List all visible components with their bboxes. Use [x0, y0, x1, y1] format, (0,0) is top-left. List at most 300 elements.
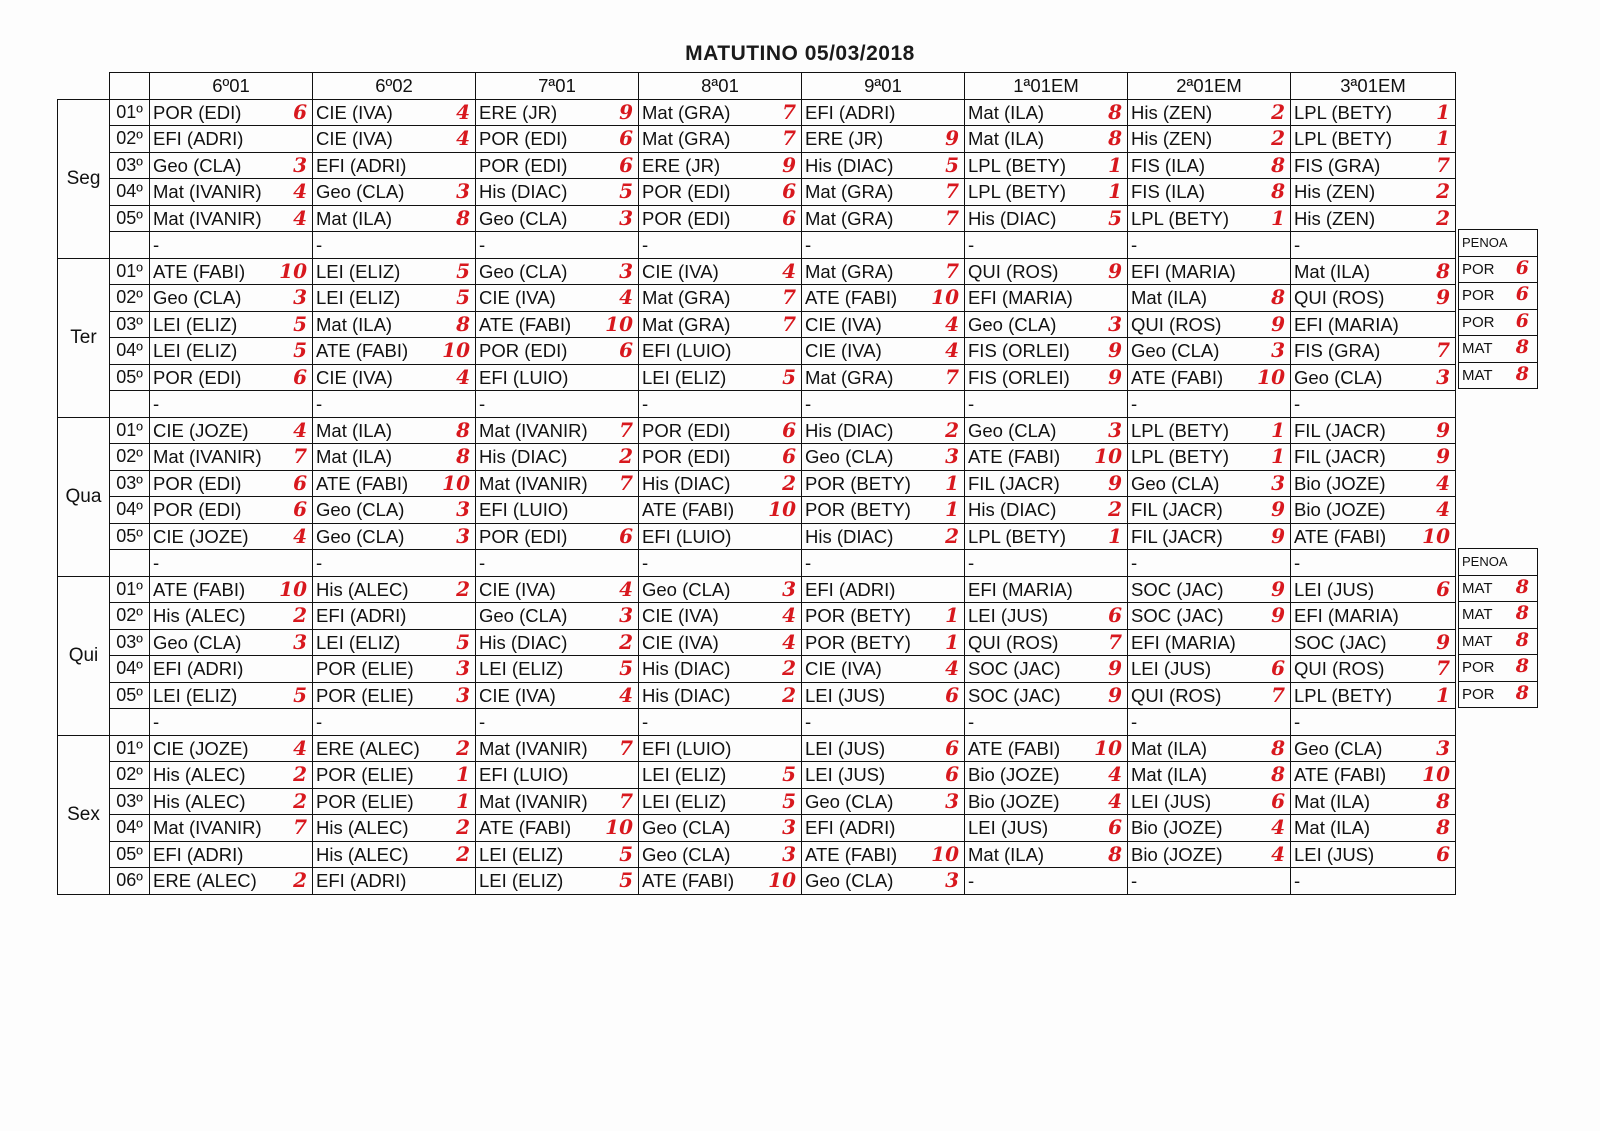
schedule-row: [58, 338, 1456, 365]
lesson-cell: [1291, 470, 1456, 497]
lesson-cell: [1128, 497, 1291, 524]
handwritten-number: 4: [782, 629, 796, 654]
handwritten-number: 3: [293, 629, 307, 654]
lesson-subject: POR (ELIE): [316, 764, 414, 785]
handwritten-number: 5: [619, 656, 633, 680]
handwritten-number: 8: [1436, 815, 1450, 839]
handwritten-number: 3: [1271, 470, 1285, 495]
handwritten-number: 4: [293, 523, 307, 548]
lesson-subject: Mat (GRA): [805, 260, 894, 282]
class-header: 8ª01: [639, 73, 802, 100]
lesson-cell: [1291, 762, 1456, 789]
lesson-subject: Mat (IVANIR): [479, 790, 588, 812]
lesson-subject: Bio (JOZE): [1294, 472, 1386, 494]
lesson-cell: [639, 205, 802, 232]
lesson-cell: [1128, 417, 1291, 444]
handwritten-number: 4: [456, 364, 470, 389]
side-table-cell: [1459, 309, 1538, 336]
lesson-cell: [150, 709, 313, 736]
lesson-subject: QUI (ROS): [1131, 313, 1222, 335]
handwritten-number: 7: [619, 788, 633, 813]
handwritten-number: 7: [293, 444, 307, 468]
lesson-cell: [1291, 497, 1456, 524]
handwritten-number: 3: [456, 656, 470, 680]
lesson-cell: [965, 735, 1128, 762]
handwritten-number: 8: [1436, 258, 1450, 283]
lesson-cell: [313, 391, 476, 418]
lesson-cell: [1291, 815, 1456, 842]
lesson-subject: LEI (ELIZ): [479, 843, 564, 865]
handwritten-number: 4: [1271, 815, 1285, 839]
handwritten-number: 5: [619, 868, 633, 892]
side-table-subject: POR: [1462, 685, 1495, 703]
handwritten-number: 9: [1436, 444, 1450, 468]
lesson-subject: His (DIAC): [479, 446, 568, 467]
lesson-subject: -: [642, 552, 649, 573]
lesson-subject: LEI (JUS): [1131, 658, 1212, 679]
lesson-cell: [313, 523, 476, 550]
handwritten-number: 4: [456, 126, 470, 150]
lesson-subject: His (ZEN): [1294, 207, 1376, 229]
period-label: 05º: [110, 682, 150, 709]
day-label: Ter: [58, 258, 110, 417]
handwritten-number: 4: [619, 285, 633, 309]
lesson-cell: [965, 179, 1128, 206]
lesson-cell: [965, 285, 1128, 312]
lesson-cell: [639, 417, 802, 444]
handwritten-number: 6: [293, 470, 307, 495]
lesson-subject: LEI (ELIZ): [153, 684, 238, 706]
lesson-subject: His (DIAC): [805, 419, 894, 441]
lesson-cell: [965, 232, 1128, 259]
lesson-subject: Mat (IVANIR): [479, 472, 588, 494]
lesson-cell: [639, 311, 802, 338]
schedule-row: [58, 629, 1456, 656]
lesson-subject: ATE (FABI): [968, 737, 1061, 759]
handwritten-number: 7: [945, 179, 959, 203]
lesson-subject: ATE (FABI): [968, 446, 1061, 467]
lesson-subject: EFI (ADRI): [805, 101, 896, 123]
lesson-subject: -: [1131, 711, 1138, 732]
side-table-cell: [1459, 362, 1538, 389]
handwritten-number: 4: [1108, 788, 1122, 813]
handwritten-number: 6: [1108, 603, 1122, 627]
lesson-cell: [150, 285, 313, 312]
lesson-subject: His (DIAC): [642, 684, 731, 706]
lesson-subject: CIE (IVA): [642, 260, 719, 282]
lesson-cell: [1291, 656, 1456, 683]
period-label: 02º: [110, 126, 150, 153]
handwritten-number: 10: [442, 470, 470, 495]
lesson-subject: His (ALEC): [153, 764, 246, 785]
lesson-subject: Mat (IVANIR): [153, 181, 262, 202]
handwritten-number: 3: [619, 205, 633, 230]
handwritten-number: 2: [945, 417, 959, 442]
handwritten-number: 8: [456, 444, 470, 468]
handwritten-number: 3: [945, 444, 959, 468]
schedule-row: [58, 762, 1456, 789]
lesson-cell: [313, 444, 476, 471]
lesson-subject: Bio (JOZE): [1131, 843, 1223, 865]
lesson-cell: [802, 682, 965, 709]
handwritten-number: 2: [1436, 179, 1450, 203]
lesson-cell: [965, 205, 1128, 232]
lesson-cell: [476, 576, 639, 603]
lesson-cell: [476, 258, 639, 285]
lesson-subject: EFI (ADRI): [805, 578, 896, 600]
handwritten-number: 6: [1271, 788, 1285, 813]
period-label: 03º: [110, 311, 150, 338]
lesson-subject: EFI (LUIO): [479, 764, 569, 785]
lesson-cell: [476, 523, 639, 550]
schedule-row: [58, 682, 1456, 709]
lesson-cell: [1291, 603, 1456, 630]
lesson-cell: [965, 815, 1128, 842]
handwritten-number: 2: [945, 523, 959, 548]
handwritten-number: 9: [1108, 656, 1122, 680]
side-table-header: PENOA: [1459, 230, 1538, 257]
handwritten-number: 5: [782, 364, 796, 389]
handwritten-number: 10: [768, 497, 796, 521]
handwritten-number: 9: [1108, 338, 1122, 362]
lesson-cell: [476, 179, 639, 206]
handwritten-number: 9: [619, 99, 633, 124]
lesson-cell: [802, 205, 965, 232]
lesson-cell: [965, 497, 1128, 524]
lesson-subject: LEI (ELIZ): [479, 870, 564, 891]
lesson-cell: [965, 841, 1128, 868]
lesson-subject: LEI (JUS): [805, 684, 886, 706]
lesson-subject: FIS (ORLEI): [968, 366, 1070, 388]
handwritten-number: 8: [1271, 762, 1285, 786]
class-header: 1ª01EM: [965, 73, 1128, 100]
lesson-subject: ATE (FABI): [316, 340, 409, 361]
lesson-cell: [313, 576, 476, 603]
lesson-subject: His (ALEC): [316, 843, 409, 865]
lesson-subject: LPL (BETY): [1294, 101, 1393, 123]
handwritten-number: 5: [945, 152, 959, 177]
lesson-subject: POR (EDI): [153, 101, 242, 123]
lesson-subject: CIE (IVA): [479, 287, 556, 308]
lesson-subject: Geo (CLA): [479, 260, 568, 282]
lesson-subject: CIE (IVA): [316, 101, 393, 123]
lesson-cell: [150, 205, 313, 232]
handwritten-number: 3: [782, 815, 796, 839]
lesson-cell: [639, 762, 802, 789]
lesson-subject: -: [968, 552, 975, 573]
lesson-subject: FIS (GRA): [1294, 340, 1381, 361]
lesson-cell: [150, 497, 313, 524]
handwritten-number: 2: [1271, 99, 1285, 124]
lesson-cell: [639, 497, 802, 524]
lesson-cell: [476, 338, 639, 365]
lesson-subject: Mat (ILA): [968, 128, 1045, 149]
lesson-subject: LPL (BETY): [968, 154, 1067, 176]
lesson-subject: LPL (BETY): [1131, 207, 1230, 229]
handwritten-number: 9: [1436, 285, 1450, 309]
handwritten-number: 7: [945, 364, 959, 389]
lesson-subject: LPL (BETY): [968, 525, 1067, 547]
lesson-subject: EFI (ADRI): [805, 817, 896, 838]
lesson-cell: [150, 417, 313, 444]
lesson-subject: FIL (JACR): [1131, 499, 1223, 520]
lesson-subject: Mat (IVANIR): [479, 419, 588, 441]
lesson-cell: [1291, 364, 1456, 391]
lesson-cell: [313, 788, 476, 815]
handwritten-number: 2: [1108, 497, 1122, 521]
lesson-subject: Mat (ILA): [316, 313, 393, 335]
side-table-cell: [1459, 602, 1538, 629]
lesson-subject: His (DIAC): [968, 499, 1057, 520]
lesson-cell: [802, 311, 965, 338]
lesson-subject: CIE (JOZE): [153, 737, 249, 759]
lesson-cell: [1128, 99, 1291, 126]
handwritten-number: 5: [293, 311, 307, 336]
lesson-cell: [802, 258, 965, 285]
handwritten-number: 9: [945, 126, 959, 150]
handwritten-number: 4: [456, 99, 470, 124]
schedule-row: [58, 815, 1456, 842]
schedule-row: [58, 550, 1456, 577]
period-label: 01º: [110, 258, 150, 285]
lesson-subject: -: [805, 234, 812, 255]
handwritten-number: 6: [619, 126, 633, 150]
schedule-row: [58, 126, 1456, 153]
handwritten-number: 9: [782, 152, 796, 177]
handwritten-number: 10: [442, 338, 470, 362]
lesson-cell: [1291, 868, 1456, 895]
handwritten-number: 6: [782, 179, 796, 203]
lesson-subject: Mat (GRA): [642, 128, 731, 149]
period-label: 05º: [110, 523, 150, 550]
lesson-cell: [639, 444, 802, 471]
handwritten-number: 3: [782, 576, 796, 601]
handwritten-number: 7: [945, 258, 959, 283]
side-table-subject: MAT: [1462, 340, 1493, 358]
lesson-cell: [1291, 444, 1456, 471]
handwritten-number: 7: [619, 417, 633, 442]
lesson-subject: LEI (JUS): [805, 737, 886, 759]
lesson-subject: LPL (BETY): [968, 181, 1067, 202]
schedule-table: [57, 72, 1456, 895]
handwritten-number: 1: [1271, 205, 1285, 230]
lesson-cell: [1291, 285, 1456, 312]
lesson-subject: ATE (FABI): [1294, 764, 1387, 785]
lesson-cell: [802, 629, 965, 656]
lesson-cell: [313, 179, 476, 206]
lesson-subject: EFI (ADRI): [153, 843, 244, 865]
lesson-cell: [1291, 576, 1456, 603]
handwritten-number: 1: [945, 497, 959, 521]
lesson-subject: -: [316, 711, 323, 732]
handwritten-number: 6: [945, 735, 959, 760]
lesson-cell: [1291, 841, 1456, 868]
lesson-cell: [476, 656, 639, 683]
lesson-subject: Mat (ILA): [1131, 764, 1208, 785]
lesson-cell: [476, 311, 639, 338]
period-label: 02º: [110, 285, 150, 312]
lesson-subject: LPL (BETY): [1131, 419, 1230, 441]
lesson-cell: [1128, 788, 1291, 815]
lesson-cell: [313, 126, 476, 153]
lesson-subject: CIE (IVA): [805, 340, 882, 361]
lesson-subject: Geo (CLA): [805, 790, 894, 812]
lesson-cell: [802, 576, 965, 603]
lesson-cell: [1291, 523, 1456, 550]
handwritten-number: 3: [619, 258, 633, 283]
lesson-subject: Mat (GRA): [805, 207, 894, 229]
handwritten-number: 9: [1271, 311, 1285, 336]
handwritten-number: 9: [1108, 364, 1122, 389]
lesson-subject: POR (ELIE): [316, 658, 414, 679]
lesson-subject: ERE (JR): [479, 101, 558, 123]
lesson-cell: [639, 603, 802, 630]
handwritten-number: 4: [1436, 470, 1450, 495]
period-label: 04º: [110, 338, 150, 365]
lesson-subject: Mat (IVANIR): [153, 207, 262, 229]
handwritten-number: 7: [1108, 629, 1122, 654]
period-label: 01º: [110, 417, 150, 444]
handwritten-number: 3: [293, 152, 307, 177]
handwritten-number: 3: [1108, 417, 1122, 442]
handwritten-number: 7: [1436, 152, 1450, 177]
lesson-cell: [802, 99, 965, 126]
lesson-subject: Mat (GRA): [642, 101, 731, 123]
lesson-subject: POR (BETY): [805, 499, 911, 520]
lesson-subject: Geo (CLA): [642, 817, 731, 838]
lesson-cell: [313, 232, 476, 259]
lesson-subject: ATE (FABI): [153, 260, 246, 282]
lesson-cell: [313, 285, 476, 312]
handwritten-number: 10: [1422, 762, 1450, 786]
lesson-subject: POR (EDI): [153, 472, 242, 494]
schedule-row: [58, 99, 1456, 126]
handwritten-number: 4: [1271, 841, 1285, 866]
handwritten-number: 5: [456, 629, 470, 654]
lesson-cell: [1128, 338, 1291, 365]
lesson-subject: Geo (CLA): [968, 313, 1057, 335]
lesson-subject: ERE (ALEC): [153, 870, 257, 891]
schedule-row: [58, 576, 1456, 603]
lesson-cell: [639, 232, 802, 259]
handwritten-number: 2: [456, 576, 470, 601]
lesson-cell: [639, 656, 802, 683]
lesson-subject: Geo (CLA): [805, 446, 894, 467]
lesson-subject: -: [805, 552, 812, 573]
lesson-subject: His (ALEC): [316, 578, 409, 600]
lesson-subject: CIE (IVA): [479, 578, 556, 600]
lesson-subject: -: [479, 711, 486, 732]
lesson-cell: [1128, 232, 1291, 259]
lesson-cell: [313, 709, 476, 736]
lesson-cell: [639, 470, 802, 497]
lesson-cell: [639, 99, 802, 126]
handwritten-number: 7: [619, 470, 633, 495]
handwritten-number: 9: [1271, 603, 1285, 627]
lesson-cell: [150, 629, 313, 656]
lesson-subject: CIE (IVA): [642, 631, 719, 653]
lesson-cell: [1291, 232, 1456, 259]
lesson-cell: [639, 258, 802, 285]
handwritten-number: 9: [1108, 682, 1122, 707]
lesson-cell: [313, 364, 476, 391]
lesson-subject: ERE (ALEC): [316, 737, 420, 759]
lesson-cell: [150, 603, 313, 630]
schedule-row: [58, 391, 1456, 418]
lesson-subject: Geo (CLA): [316, 525, 405, 547]
schedule-row: [58, 258, 1456, 285]
lesson-cell: [150, 762, 313, 789]
lesson-cell: [476, 364, 639, 391]
lesson-subject: LEI (ELIZ): [479, 658, 564, 679]
period-label: [110, 550, 150, 577]
handwritten-number: 6: [782, 205, 796, 230]
lesson-subject: EFI (ADRI): [316, 154, 407, 176]
lesson-subject: ERE (JR): [642, 154, 721, 176]
handwritten-number: 4: [1108, 762, 1122, 786]
lesson-subject: -: [1294, 870, 1301, 891]
handwritten-number: 4: [293, 735, 307, 760]
lesson-subject: Bio (JOZE): [968, 764, 1060, 785]
lesson-subject: EFI (LUIO): [642, 525, 732, 547]
handwritten-number: 8: [1515, 681, 1529, 704]
lesson-subject: Geo (CLA): [1294, 366, 1383, 388]
lesson-cell: [639, 126, 802, 153]
lesson-cell: [965, 444, 1128, 471]
lesson-subject: His (ALEC): [153, 605, 246, 626]
handwritten-number: 3: [456, 179, 470, 203]
period-label: 01º: [110, 99, 150, 126]
lesson-subject: -: [642, 711, 649, 732]
lesson-subject: His (ALEC): [153, 790, 246, 812]
handwritten-number: 7: [945, 205, 959, 230]
lesson-cell: [150, 788, 313, 815]
schedule-row: [58, 841, 1456, 868]
lesson-subject: His (DIAC): [642, 472, 731, 494]
class-header: 7ª01: [476, 73, 639, 100]
handwritten-number: 10: [931, 285, 959, 309]
lesson-subject: POR (EDI): [642, 181, 731, 202]
lesson-cell: [150, 364, 313, 391]
lesson-subject: LEI (JUS): [968, 817, 1049, 838]
lesson-subject: -: [316, 234, 323, 255]
lesson-subject: Mat (ILA): [968, 101, 1045, 123]
lesson-cell: [802, 126, 965, 153]
side-table-subject: POR: [1462, 659, 1495, 677]
lesson-cell: [639, 682, 802, 709]
lesson-cell: [150, 99, 313, 126]
schedule-row: [58, 523, 1456, 550]
handwritten-number: 7: [782, 285, 796, 309]
lesson-cell: [1128, 550, 1291, 577]
lesson-subject: FIS (ORLEI): [968, 340, 1070, 361]
lesson-subject: Geo (CLA): [1294, 737, 1383, 759]
handwritten-number: 8: [1515, 655, 1529, 677]
lesson-cell: [476, 709, 639, 736]
lesson-cell: [476, 391, 639, 418]
period-label: 03º: [110, 470, 150, 497]
lesson-cell: [802, 788, 965, 815]
lesson-subject: POR (BETY): [805, 631, 911, 653]
lesson-subject: -: [479, 552, 486, 573]
lesson-subject: LPL (BETY): [1294, 128, 1393, 149]
lesson-subject: -: [805, 711, 812, 732]
lesson-subject: Bio (JOZE): [1131, 817, 1223, 838]
lesson-subject: POR (EDI): [153, 499, 242, 520]
lesson-cell: [1128, 576, 1291, 603]
lesson-cell: [1291, 338, 1456, 365]
handwritten-number: 3: [945, 788, 959, 813]
